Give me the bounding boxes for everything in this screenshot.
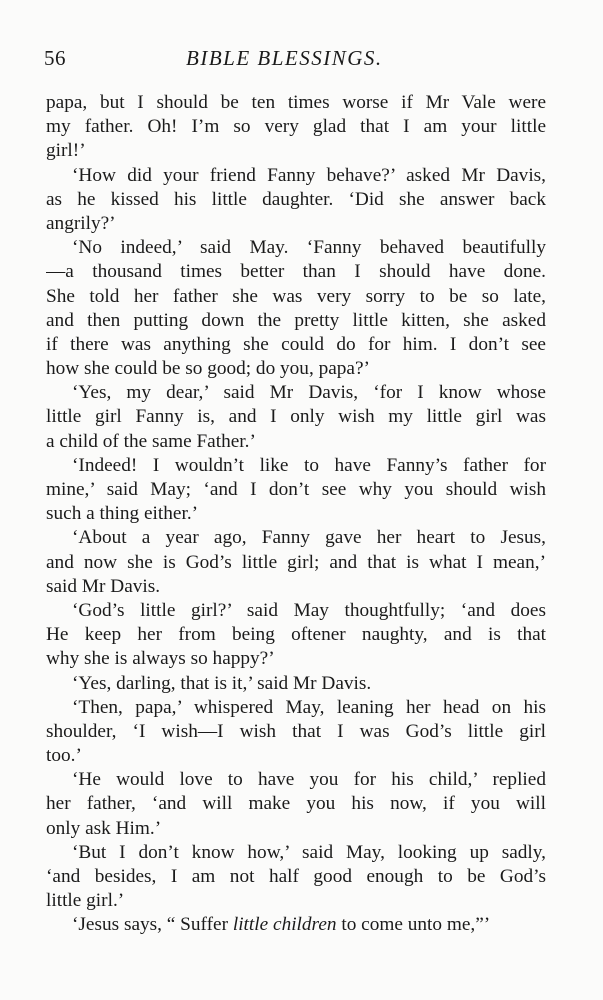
text-line: too.’ — [46, 745, 82, 767]
text-line: why she is always so happy?’ — [46, 648, 275, 670]
text-line: little girl.’ — [46, 890, 125, 912]
text-line-final — [46, 913, 546, 937]
text-line: ‘and besides, I am not half good enough to be God’s — [46, 866, 546, 887]
text-line: said Mr Davis. — [46, 575, 161, 597]
text-line: little girl Fanny is, and I only wish my little girl was — [46, 406, 546, 428]
text-line: papa, but I should be ten times worse if Mr Vale were — [46, 92, 546, 113]
text-line: ‘God’s little girl?’ said May thoughtfully; ‘and does — [72, 599, 546, 621]
text-line: ‘But I don’t know how,’ said May, looking up sadly, — [72, 841, 546, 863]
text-line: how she could be so good; do you, papa?’ — [46, 358, 370, 380]
text-line: ‘Yes, darling, that is it,’ said Mr Davis. — [72, 672, 372, 694]
text-line: angrily?’ — [46, 212, 116, 234]
text-line: ‘How did your friend Fanny behave?’ asked Mr Davis, — [72, 164, 546, 186]
text-line: shoulder, ‘I wish—I wish that I was God’s little girl — [46, 720, 546, 742]
text-line: as he kissed his little daughter. ‘Did she answer back — [46, 188, 546, 210]
text-line: —a thousand times better than I should have done. — [46, 261, 546, 283]
text-line: a child of the same Father.’ — [46, 430, 256, 452]
text-line: ‘He would love to have you for his child,’ replied — [72, 769, 546, 791]
running-title: BIBLE BLESSINGS. — [186, 46, 383, 70]
text-line: ‘About a year ago, Fanny gave her heart to Jesus, — [72, 527, 546, 549]
text-line: ‘Indeed! I wouldn’t like to have Fanny’s father for — [72, 454, 546, 476]
page-header — [44, 44, 543, 76]
text-line: only ask Him.’ — [46, 817, 162, 839]
text-line: He keep her from being oftener naughty, and is that — [46, 624, 546, 646]
text-line: and then putting down the pretty little kitten, she asked — [46, 309, 546, 331]
text-line: her father, ‘and will make you his now, if you will — [46, 793, 546, 815]
body-text — [46, 91, 546, 938]
text-line: my father. Oh! I’m so very glad that I am your little — [46, 116, 546, 138]
text-line: and now she is God’s little girl; and that is what I mean,’ — [46, 551, 546, 573]
text-line: ‘No indeed,’ said May. ‘Fanny behaved beautifully — [72, 237, 546, 259]
final-line-start: ‘Jesus says, “ Suffer — [72, 914, 233, 936]
text-line: mine,’ said May; ‘and I don’t see why you should wish — [46, 479, 546, 500]
page-number: 56 — [44, 46, 66, 70]
text-line: such a thing either.’ — [46, 503, 199, 525]
text-line: ‘Yes, my dear,’ said Mr Davis, ‘for I know whose — [72, 382, 546, 404]
final-line-italic: little children — [232, 914, 337, 936]
final-line-end: to come unto me,”’ — [336, 914, 491, 936]
text-line: if there was anything she could do for him. I don’t see — [46, 333, 546, 355]
text-line: girl!’ — [46, 140, 86, 162]
text-line: She told her father she was very sorry to be so late, — [46, 285, 546, 307]
text-line: ‘Then, papa,’ whispered May, leaning her head on his — [72, 696, 546, 718]
